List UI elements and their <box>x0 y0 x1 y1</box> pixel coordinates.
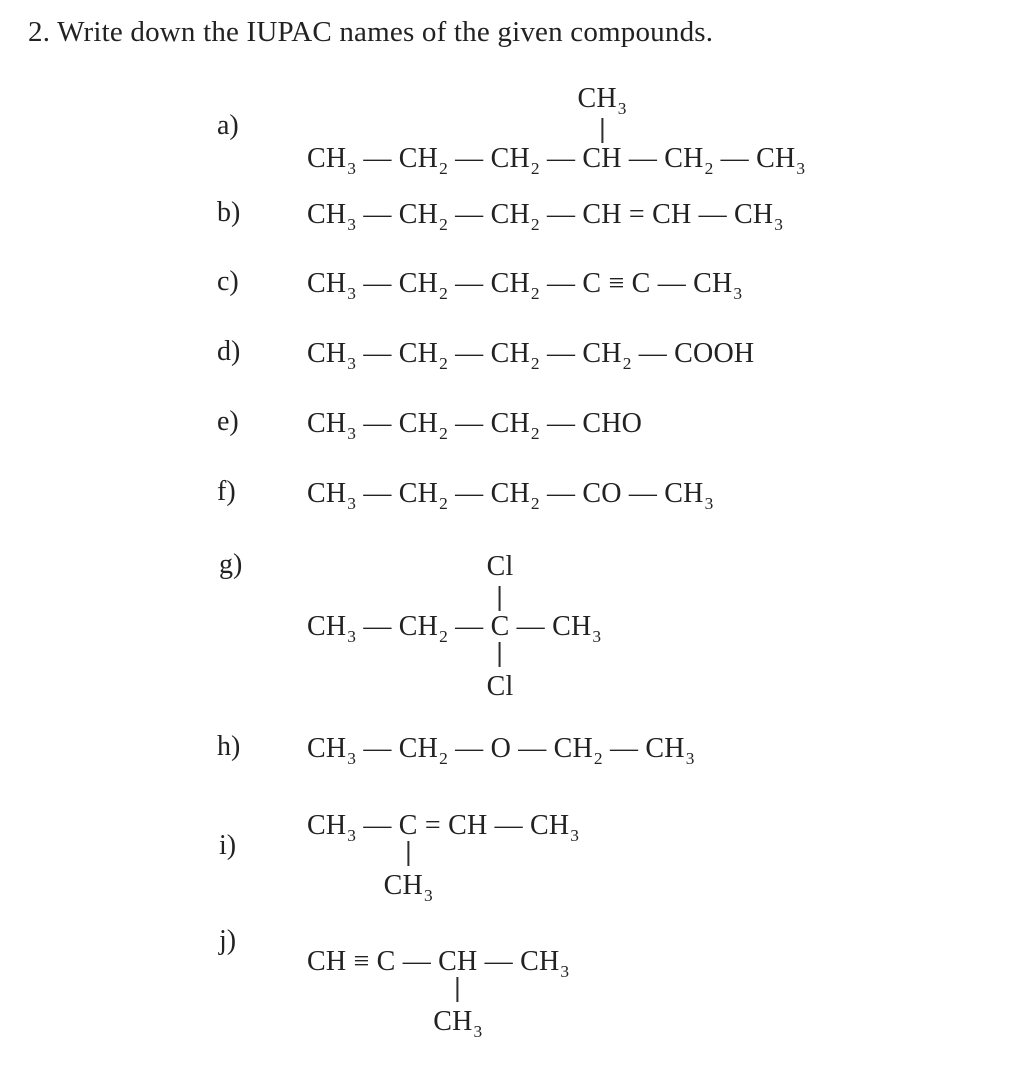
formula-d <box>307 336 754 371</box>
chain-segment: CH ≡ C — <box>307 946 439 977</box>
formula-c <box>307 266 742 301</box>
branch-down <box>433 975 482 1039</box>
branch-down <box>384 839 433 903</box>
subscript: 3 <box>685 748 695 768</box>
subscript: 3 <box>347 493 357 513</box>
chain-segment: $CH_3$ — $CH_2$ — $CH_2$ — CO — $CH_3$ <box>307 478 714 513</box>
vertical-bond <box>457 977 459 1002</box>
branch-atom: $CH_3$ <box>383 870 433 905</box>
branch-up <box>487 549 514 613</box>
subscript: 2 <box>593 748 603 768</box>
formula-h <box>307 731 695 766</box>
item-label-i: i) <box>219 830 237 861</box>
chain-segment: $CH_3$ — $CH_2$ — $CH_2$ — $CH_2$ — COOH <box>307 338 755 373</box>
subscript: 2 <box>530 493 540 513</box>
branch-up <box>577 81 626 145</box>
subscript: 3 <box>733 283 743 303</box>
formula-g <box>307 551 602 702</box>
chain-segment: = CH — $CH_3$ <box>417 810 580 845</box>
subscript: 3 <box>347 825 357 845</box>
subscript: 3 <box>347 748 357 768</box>
subscript: 3 <box>592 626 602 646</box>
branch-atom: $CH_3$ <box>577 83 627 118</box>
vertical-bond <box>601 118 603 143</box>
formula-i <box>307 808 580 905</box>
subscript: 3 <box>347 353 357 373</box>
branch-atom: Cl <box>486 551 514 582</box>
subscript: 2 <box>530 283 540 303</box>
question-title: 2. Write down the IUPAC names of the given compounds. <box>28 16 714 48</box>
chain-segment: — $CH_3$ <box>509 611 602 646</box>
subscript: 2 <box>530 158 540 178</box>
item-label-a: a) <box>217 110 239 141</box>
chain-segment: $CH_3$ — $CH_2$ — <box>307 611 491 646</box>
subscript: 2 <box>530 353 540 373</box>
item-label-f: f) <box>217 476 236 507</box>
item-label-j: j) <box>219 925 237 956</box>
branch-anchor <box>577 83 627 176</box>
subscript: 2 <box>530 214 540 234</box>
branch-anchor <box>383 808 433 905</box>
subscript: 2 <box>439 214 448 234</box>
branch-down <box>487 640 514 704</box>
subscript: 3 <box>347 158 357 178</box>
subscript: 3 <box>423 885 433 905</box>
formula-f <box>307 476 713 511</box>
formula-e <box>307 406 642 441</box>
item-label-e: e) <box>217 406 239 437</box>
chain-segment: $CH_3$ — $CH_2$ — $CH_2$ — C ≡ C — $CH_3$ <box>307 268 743 303</box>
subscript: 3 <box>796 158 806 178</box>
subscript: 3 <box>617 98 627 118</box>
subscript: 3 <box>704 493 714 513</box>
chain-segment: — $CH_2$ — $CH_3$ <box>621 143 806 178</box>
subscript: 3 <box>560 961 570 981</box>
formula-j <box>307 944 570 1041</box>
vertical-bond <box>499 642 501 667</box>
anchor-atom: CH <box>438 946 478 977</box>
formula-a <box>307 83 806 178</box>
subscript: 2 <box>439 423 448 443</box>
chain-segment: $CH_3$ — <box>307 810 399 845</box>
item-label-b: b) <box>217 197 241 228</box>
subscript: 2 <box>439 158 448 178</box>
subscript: 3 <box>347 626 357 646</box>
branch-atom: $CH_3$ <box>433 1006 483 1041</box>
chain-segment: $CH_3$ — $CH_2$ — O — $CH_2$ — $CH_3$ <box>307 733 695 768</box>
subscript: 2 <box>704 158 714 178</box>
anchor-atom: C <box>490 611 510 642</box>
subscript: 2 <box>439 748 448 768</box>
chain-segment: $CH_3$ — $CH_2$ — $CH_2$ — CH = CH — $CH_3$ <box>307 199 784 234</box>
chain-segment: $CH_3$ — $CH_2$ — $CH_2$ — CHO <box>307 408 643 443</box>
branch-anchor <box>433 944 483 1041</box>
item-label-c: c) <box>217 266 239 297</box>
anchor-atom: C <box>398 810 418 841</box>
subscript: 3 <box>473 1021 483 1041</box>
subscript: 2 <box>439 353 448 373</box>
subscript: 2 <box>530 423 540 443</box>
subscript: 3 <box>570 825 580 845</box>
chain-segment: — $CH_3$ <box>477 946 570 981</box>
subscript: 3 <box>774 214 784 234</box>
vertical-bond <box>407 841 409 866</box>
subscript: 2 <box>439 493 448 513</box>
item-label-d: d) <box>217 336 241 367</box>
item-label-g: g) <box>219 549 243 580</box>
vertical-bond <box>499 586 501 611</box>
subscript: 3 <box>347 423 357 443</box>
anchor-atom: CH <box>582 143 622 174</box>
subscript: 2 <box>439 626 448 646</box>
branch-atom: Cl <box>486 671 514 702</box>
branch-anchor <box>486 551 514 702</box>
chain-segment: $CH_3$ — $CH_2$ — $CH_2$ — <box>307 143 583 178</box>
formula-b <box>307 197 783 232</box>
subscript: 2 <box>439 283 448 303</box>
subscript: 3 <box>347 214 357 234</box>
item-label-h: h) <box>217 731 241 762</box>
subscript: 3 <box>347 283 357 303</box>
subscript: 2 <box>622 353 632 373</box>
